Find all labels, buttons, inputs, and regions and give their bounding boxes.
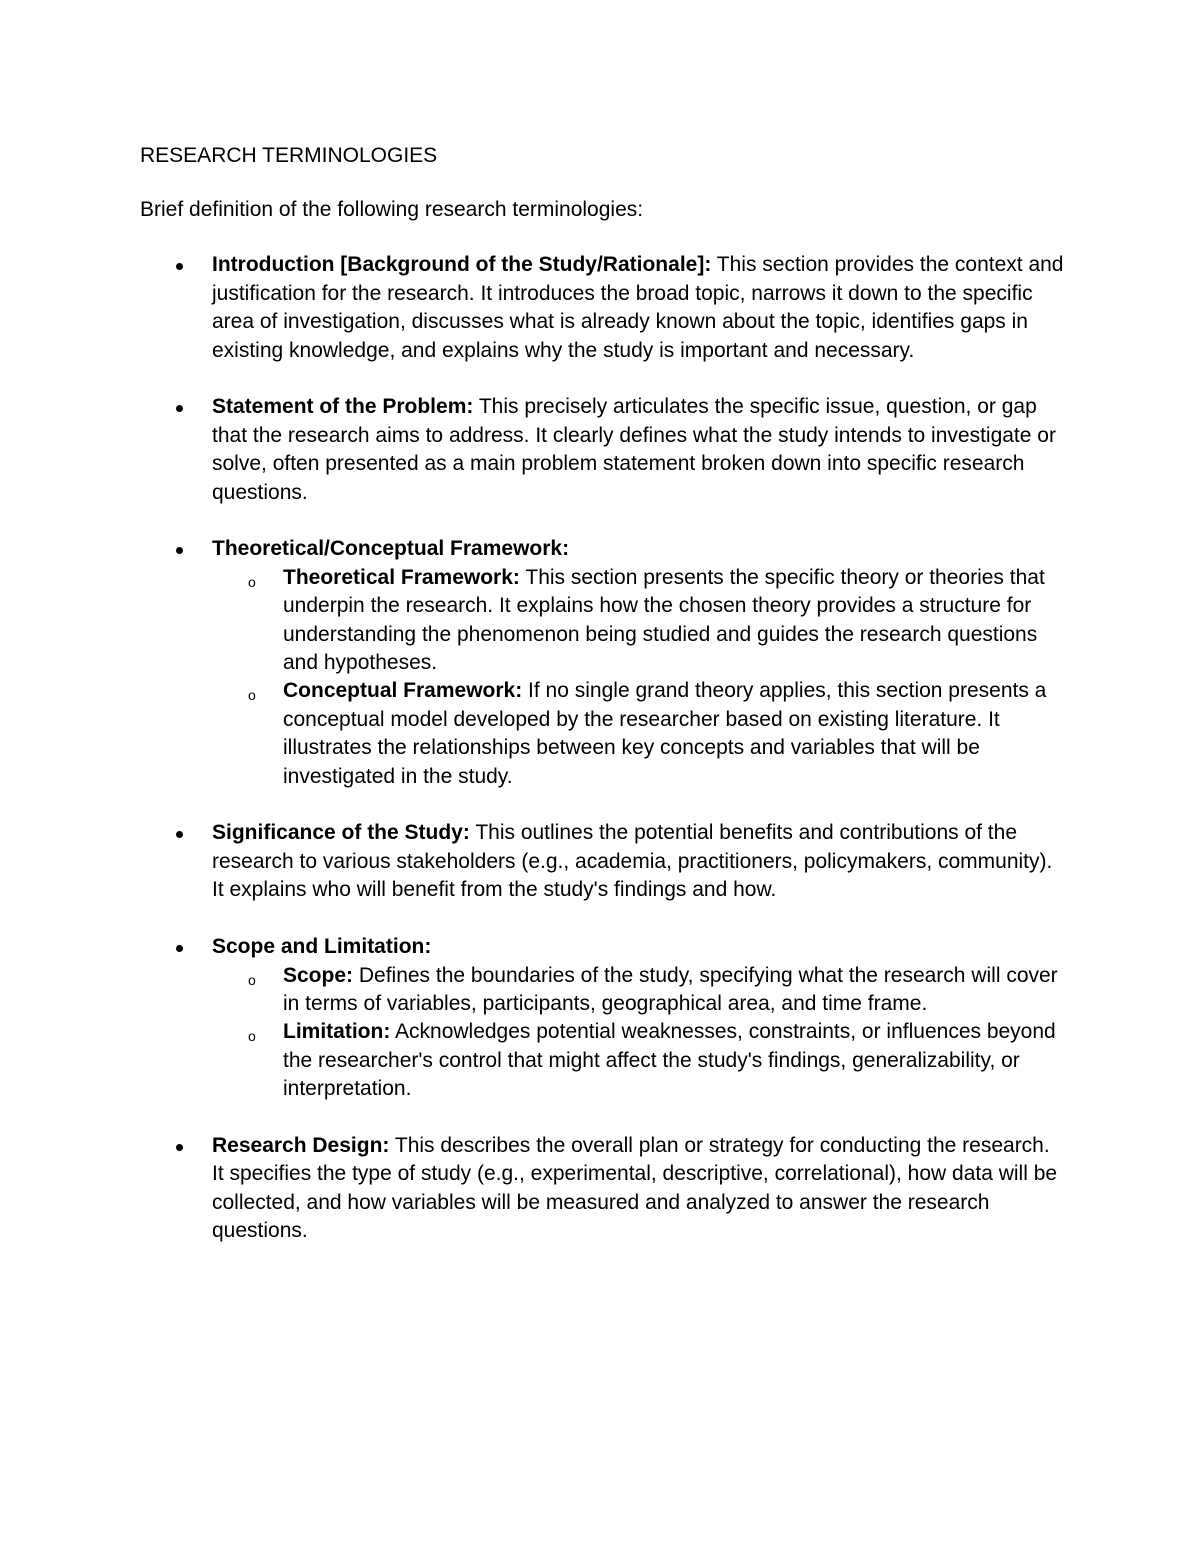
bullet-icon (176, 263, 183, 270)
term-label: Introduction [Background of the Study/Rationale]: (212, 253, 712, 277)
sub-item-conceptual-framework (140, 677, 1065, 791)
sub-bullet-icon: o (248, 1028, 256, 1045)
bullet-icon (176, 945, 183, 952)
bullet-icon (176, 831, 183, 838)
term-definition: Defines the boundaries of the study, specifying what the research will cover in terms of variables, participants, geographical area, and time frame. (283, 963, 1058, 1015)
term-label: Statement of the Problem: (212, 395, 474, 419)
bullet-icon (176, 1144, 183, 1151)
intro-text: Brief definition of the following research terminologies: (140, 198, 644, 221)
sub-list (212, 564, 1065, 791)
terminology-list (140, 251, 1065, 1245)
list-item-framework (140, 535, 1065, 791)
sub-list (212, 962, 1065, 1104)
bullet-icon (176, 547, 183, 554)
list-item-introduction (140, 251, 1065, 365)
term-definition: This describes the overall plan or strategy for conducting the research. It specifies the type of study (e.g., experimental, descriptive, correlational), how data will be collected, and how variables will be measured and analyzed to answer the research questions. (212, 1133, 1058, 1243)
term-definition: If no single grand theory applies, this section presents a conceptual model developed by the researcher based on existing literature. It illustrates the relationships between key concepts and variables that will be investigated in the study. (283, 679, 1047, 788)
term-definition: This section presents the specific theory or theories that underpin the research. It explains how the chosen theory provides a structure for understanding the phenomenon being studied and guides the research questions and hypotheses. (283, 565, 1045, 675)
term-label: Significance of the Study: (212, 821, 470, 845)
sub-item-scope (140, 962, 1065, 1019)
term-label: Theoretical Framework: (283, 565, 520, 589)
term-definition: Acknowledges potential weaknesses, constraints, or influences beyond the researcher's control that might affect the study's findings, generalizability, or interpretation. (283, 1020, 1056, 1101)
sub-bullet-icon: o (248, 573, 256, 590)
list-item-significance (140, 819, 1065, 904)
term-definition: This outlines the potential benefits and contributions of the research to various stakeholders (e.g., academia, practitioners, policymakers, community). It explains who will benefit from the study's findings and how. (212, 821, 1053, 902)
term-label: Conceptual Framework: (283, 679, 523, 703)
page-title: RESEARCH TERMINOLOGIES (140, 144, 438, 167)
term-label: Research Design: (212, 1133, 390, 1157)
list-item-research-design (140, 1132, 1065, 1246)
sub-item-limitation (140, 1018, 1065, 1103)
term-definition: This precisely articulates the specific issue, question, or gap that the research aims to address. It clearly defines what the study intends to investigate or solve, often presented as a main problem statement broken down into specific research questions. (212, 395, 1056, 504)
term-label: Scope and Limitation: (212, 935, 432, 959)
term-label: Scope: (283, 963, 354, 987)
term-definition: This section provides the context and justification for the research. It introduces the broad topic, narrows it down to the specific area of investigation, discusses what is already known about the topic, identifies gaps in existing knowledge, and explains why the study is important and necessary. (212, 253, 1064, 362)
term-label: Theoretical/Conceptual Framework: (212, 537, 570, 561)
sub-item-theoretical-framework (140, 564, 1065, 678)
list-item-scope-limitation (140, 933, 1065, 1103)
document-page (140, 140, 1065, 1274)
bullet-icon (176, 405, 183, 412)
sub-bullet-icon: o (248, 687, 256, 704)
list-item-statement-of-problem (140, 393, 1065, 507)
term-label: Limitation: (283, 1020, 391, 1044)
sub-bullet-icon: o (248, 971, 256, 988)
